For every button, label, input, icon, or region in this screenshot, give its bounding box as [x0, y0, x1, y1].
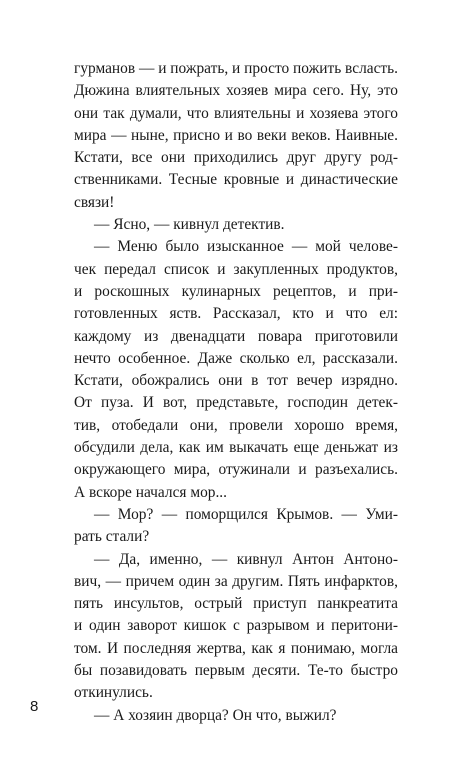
text-line: том. И последняя жертва, как я понимаю, могла: [74, 639, 398, 657]
text-line: окружающего мира, отужинали и разъехались.: [74, 461, 398, 479]
text-line: они так думали, что влиятельны и хозяева этого: [74, 104, 398, 122]
text-line: — Да, именно, — кивнул Антон Антоно-: [94, 550, 398, 568]
text-line: мира — ныне, присно и во веки веков. Наивные.: [74, 126, 398, 144]
text-line: — А хозяин дворца? Он что, выжил?: [94, 706, 337, 724]
text-line: нечто особенное. Даже сколько ел, рассказали.: [74, 349, 398, 367]
text-line: Дюжина влиятельных хозяев мира сего. Ну, это: [74, 82, 398, 100]
text-line: Кстати, все они приходились друг другу род-: [74, 149, 398, 167]
page-number: 8: [30, 698, 39, 715]
text-line: пять инсультов, острый приступ панкреатита: [74, 595, 398, 613]
text-line: бы позавидовать первым десяти. Те-то быстро: [74, 662, 398, 680]
text-line: обсудили дела, как им выкачать еще деньжат из: [74, 439, 398, 457]
text-line: связи!: [74, 193, 115, 211]
text-line: От пуза. И вот, представьте, господин детек-: [74, 394, 398, 412]
text-line: Кстати, обожрались они в тот вечер изрядно.: [74, 372, 398, 390]
text-line: каждому из двенадцати повара приготовили: [74, 327, 398, 345]
text-line: ственниками. Тесные кровные и династические: [74, 171, 398, 189]
text-line: — Ясно, — кивнул детектив.: [94, 216, 285, 234]
text-line: — Мор? — поморщился Крымов. — Уми-: [94, 505, 398, 523]
text-line: готовленных яств. Рассказал, кто и что ел:: [74, 305, 398, 323]
text-line: и один заворот кишок с разрывом и перитони-: [74, 617, 398, 635]
page-text: [74, 58, 398, 727]
text-line: вич, — причем один за другим. Пять инфарктов,: [74, 572, 398, 590]
text-line: откинулись.: [74, 684, 153, 702]
text-line: А вскоре начался мор...: [74, 483, 228, 501]
text-line: рать стали?: [74, 528, 150, 546]
text-line: — Меню было изысканное — мой челове-: [94, 238, 398, 256]
text-line: тив, отобедали они, провели хорошо время,: [74, 416, 398, 434]
text-line: и роскошных кулинарных рецептов, и при-: [74, 282, 398, 300]
text-line: гурманов — и пожрать, и просто пожить всласть.: [74, 60, 398, 77]
text-line: чек передал список и закупленных продуктов,: [74, 260, 398, 278]
